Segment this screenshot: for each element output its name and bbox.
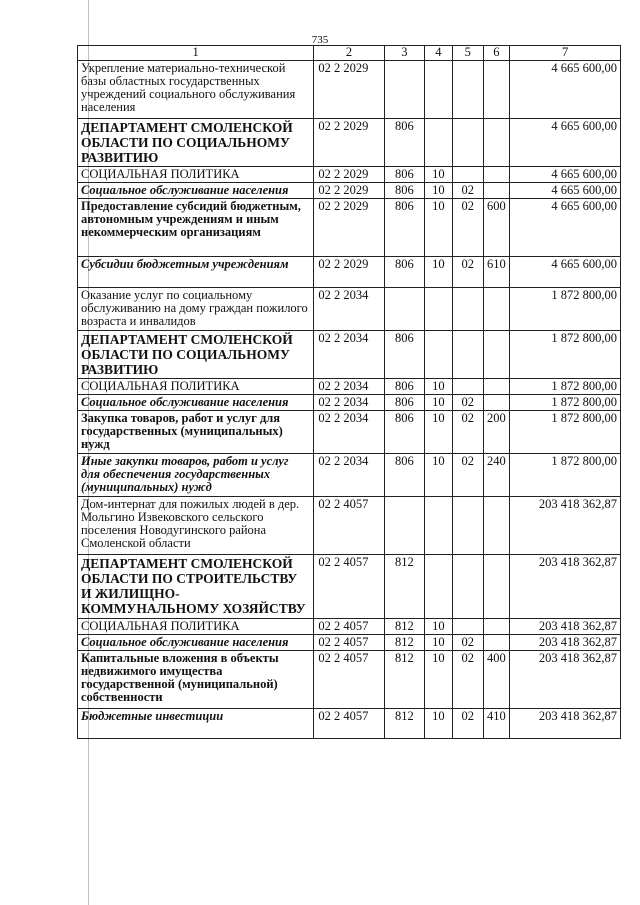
amount-cell: 203 418 362,87 bbox=[510, 709, 621, 739]
subsection-cell: 02 bbox=[452, 635, 483, 651]
target-code-cell: 02 2 2029 bbox=[314, 183, 384, 199]
row-name-cell: Иные закупки товаров, работ и услуг для обеспечения государственных (муниципальных) нужд bbox=[78, 454, 314, 497]
department-code-cell: 806 bbox=[384, 331, 424, 379]
department-code-cell: 806 bbox=[384, 454, 424, 497]
table-row bbox=[78, 288, 621, 331]
table-row bbox=[78, 709, 621, 739]
table-body bbox=[78, 61, 621, 739]
section-cell bbox=[425, 288, 453, 331]
amount-cell: 4 665 600,00 bbox=[510, 167, 621, 183]
subsection-cell: 02 bbox=[452, 257, 483, 288]
department-code-cell: 806 bbox=[384, 379, 424, 395]
section-cell: 10 bbox=[425, 619, 453, 635]
expense-type-cell bbox=[483, 183, 510, 199]
table-row bbox=[78, 497, 621, 555]
target-code-cell: 02 2 2029 bbox=[314, 167, 384, 183]
target-code-cell: 02 2 2029 bbox=[314, 257, 384, 288]
expense-type-cell bbox=[483, 555, 510, 619]
column-header-target-code: 2 bbox=[314, 46, 384, 61]
amount-cell: 4 665 600,00 bbox=[510, 199, 621, 257]
row-name-cell: Закупка товаров, работ и услуг для государственных (муниципальных) нужд bbox=[78, 411, 314, 454]
target-code-cell: 02 2 2034 bbox=[314, 331, 384, 379]
target-code-cell: 02 2 4057 bbox=[314, 635, 384, 651]
subsection-cell bbox=[452, 288, 483, 331]
column-header-subsection: 5 bbox=[452, 46, 483, 61]
row-name-cell: Социальное обслуживание населения bbox=[78, 183, 314, 199]
amount-cell: 4 665 600,00 bbox=[510, 257, 621, 288]
subsection-cell: 02 bbox=[452, 651, 483, 709]
expense-type-cell bbox=[483, 635, 510, 651]
section-cell: 10 bbox=[425, 379, 453, 395]
section-cell bbox=[425, 497, 453, 555]
row-name-cell: ДЕПАРТАМЕНТ СМОЛЕНСКОЙ ОБЛАСТИ ПО СОЦИАЛЬНОМУ РАЗВИТИЮ bbox=[78, 331, 314, 379]
department-code-cell: 806 bbox=[384, 257, 424, 288]
amount-cell: 203 418 362,87 bbox=[510, 555, 621, 619]
row-name-cell: Бюджетные инвестиции bbox=[78, 709, 314, 739]
amount-cell: 1 872 800,00 bbox=[510, 331, 621, 379]
section-cell bbox=[425, 61, 453, 119]
department-code-cell bbox=[384, 288, 424, 331]
department-code-cell: 806 bbox=[384, 395, 424, 411]
department-code-cell: 806 bbox=[384, 167, 424, 183]
subsection-cell bbox=[452, 379, 483, 395]
row-name-cell: Капитальные вложения в объекты недвижимого имущества государственной (муниципальной) собственности bbox=[78, 651, 314, 709]
row-name-cell: Укрепление материально-технической базы областных государственных учреждений социального обслуживания населения bbox=[78, 61, 314, 119]
table-row bbox=[78, 635, 621, 651]
expense-type-cell: 410 bbox=[483, 709, 510, 739]
subsection-cell: 02 bbox=[452, 199, 483, 257]
expense-type-cell: 610 bbox=[483, 257, 510, 288]
column-header-name: 1 bbox=[78, 46, 314, 61]
target-code-cell: 02 2 2034 bbox=[314, 395, 384, 411]
table-row bbox=[78, 61, 621, 119]
department-code-cell: 812 bbox=[384, 709, 424, 739]
target-code-cell: 02 2 2029 bbox=[314, 61, 384, 119]
section-cell: 10 bbox=[425, 395, 453, 411]
amount-cell: 1 872 800,00 bbox=[510, 288, 621, 331]
amount-cell: 4 665 600,00 bbox=[510, 183, 621, 199]
section-cell bbox=[425, 119, 453, 167]
section-cell bbox=[425, 555, 453, 619]
page-number: 735 bbox=[311, 34, 329, 46]
section-cell: 10 bbox=[425, 709, 453, 739]
table-row bbox=[78, 183, 621, 199]
row-name-cell: Социальное обслуживание населения bbox=[78, 395, 314, 411]
target-code-cell: 02 2 2034 bbox=[314, 379, 384, 395]
target-code-cell: 02 2 2034 bbox=[314, 288, 384, 331]
expense-type-cell bbox=[483, 288, 510, 331]
department-code-cell: 806 bbox=[384, 199, 424, 257]
target-code-cell: 02 2 4057 bbox=[314, 497, 384, 555]
amount-cell: 1 872 800,00 bbox=[510, 454, 621, 497]
row-name-cell: СОЦИАЛЬНАЯ ПОЛИТИКА bbox=[78, 619, 314, 635]
row-name-cell: Дом-интернат для пожилых людей в дер. Мольгино Извековского сельского поселения Новодугинского района Смоленской области bbox=[78, 497, 314, 555]
department-code-cell: 806 bbox=[384, 119, 424, 167]
amount-cell: 4 665 600,00 bbox=[510, 119, 621, 167]
expense-type-cell: 240 bbox=[483, 454, 510, 497]
header-row bbox=[78, 46, 621, 61]
column-header-expense-type: 6 bbox=[483, 46, 510, 61]
table-header bbox=[78, 46, 621, 61]
table-row bbox=[78, 651, 621, 709]
target-code-cell: 02 2 4057 bbox=[314, 709, 384, 739]
row-name-cell: Оказание услуг по социальному обслуживанию на дому граждан пожилого возраста и инвалидов bbox=[78, 288, 314, 331]
target-code-cell: 02 2 2034 bbox=[314, 454, 384, 497]
row-name-cell: ДЕПАРТАМЕНТ СМОЛЕНСКОЙ ОБЛАСТИ ПО СТРОИТЕЛЬСТВУ И ЖИЛИЩНО-КОММУНАЛЬНОМУ ХОЗЯЙСТВУ bbox=[78, 555, 314, 619]
expense-type-cell: 200 bbox=[483, 411, 510, 454]
subsection-cell: 02 bbox=[452, 395, 483, 411]
section-cell: 10 bbox=[425, 257, 453, 288]
table-row bbox=[78, 379, 621, 395]
table-row bbox=[78, 257, 621, 288]
subsection-cell bbox=[452, 555, 483, 619]
section-cell: 10 bbox=[425, 635, 453, 651]
table-row bbox=[78, 331, 621, 379]
amount-cell: 1 872 800,00 bbox=[510, 395, 621, 411]
subsection-cell bbox=[452, 61, 483, 119]
subsection-cell bbox=[452, 331, 483, 379]
amount-cell: 203 418 362,87 bbox=[510, 651, 621, 709]
target-code-cell: 02 2 2029 bbox=[314, 199, 384, 257]
subsection-cell bbox=[452, 167, 483, 183]
expense-type-cell bbox=[483, 619, 510, 635]
column-header-section: 4 bbox=[425, 46, 453, 61]
section-cell: 10 bbox=[425, 411, 453, 454]
department-code-cell: 812 bbox=[384, 555, 424, 619]
department-code-cell: 812 bbox=[384, 651, 424, 709]
row-name-cell: СОЦИАЛЬНАЯ ПОЛИТИКА bbox=[78, 379, 314, 395]
budget-table bbox=[77, 45, 621, 739]
expense-type-cell bbox=[483, 119, 510, 167]
target-code-cell: 02 2 4057 bbox=[314, 555, 384, 619]
table-row bbox=[78, 395, 621, 411]
expense-type-cell bbox=[483, 379, 510, 395]
row-name-cell: Предоставление субсидий бюджетным, автономным учреждениям и иным некоммерческим организациям bbox=[78, 199, 314, 257]
expense-type-cell bbox=[483, 331, 510, 379]
table-row bbox=[78, 619, 621, 635]
subsection-cell bbox=[452, 497, 483, 555]
amount-cell: 1 872 800,00 bbox=[510, 379, 621, 395]
amount-cell: 203 418 362,87 bbox=[510, 619, 621, 635]
expense-type-cell bbox=[483, 497, 510, 555]
section-cell bbox=[425, 331, 453, 379]
section-cell: 10 bbox=[425, 651, 453, 709]
table-row bbox=[78, 454, 621, 497]
target-code-cell: 02 2 2029 bbox=[314, 119, 384, 167]
row-name-cell: ДЕПАРТАМЕНТ СМОЛЕНСКОЙ ОБЛАСТИ ПО СОЦИАЛЬНОМУ РАЗВИТИЮ bbox=[78, 119, 314, 167]
expense-type-cell: 600 bbox=[483, 199, 510, 257]
department-code-cell: 806 bbox=[384, 183, 424, 199]
expense-type-cell bbox=[483, 61, 510, 119]
expense-type-cell bbox=[483, 167, 510, 183]
target-code-cell: 02 2 4057 bbox=[314, 651, 384, 709]
subsection-cell bbox=[452, 119, 483, 167]
section-cell: 10 bbox=[425, 183, 453, 199]
subsection-cell bbox=[452, 619, 483, 635]
department-code-cell: 812 bbox=[384, 619, 424, 635]
expense-type-cell: 400 bbox=[483, 651, 510, 709]
subsection-cell: 02 bbox=[452, 183, 483, 199]
department-code-cell bbox=[384, 497, 424, 555]
amount-cell: 203 418 362,87 bbox=[510, 635, 621, 651]
expense-type-cell bbox=[483, 395, 510, 411]
column-header-department-code: 3 bbox=[384, 46, 424, 61]
column-header-amount: 7 bbox=[510, 46, 621, 61]
department-code-cell: 806 bbox=[384, 411, 424, 454]
section-cell: 10 bbox=[425, 199, 453, 257]
table-row bbox=[78, 199, 621, 257]
table-row bbox=[78, 167, 621, 183]
target-code-cell: 02 2 2034 bbox=[314, 411, 384, 454]
table-row bbox=[78, 119, 621, 167]
row-name-cell: СОЦИАЛЬНАЯ ПОЛИТИКА bbox=[78, 167, 314, 183]
subsection-cell: 02 bbox=[452, 411, 483, 454]
amount-cell: 1 872 800,00 bbox=[510, 411, 621, 454]
amount-cell: 203 418 362,87 bbox=[510, 497, 621, 555]
department-code-cell bbox=[384, 61, 424, 119]
target-code-cell: 02 2 4057 bbox=[314, 619, 384, 635]
subsection-cell: 02 bbox=[452, 454, 483, 497]
subsection-cell: 02 bbox=[452, 709, 483, 739]
table-row bbox=[78, 555, 621, 619]
row-name-cell: Социальное обслуживание населения bbox=[78, 635, 314, 651]
table-row bbox=[78, 411, 621, 454]
amount-cell: 4 665 600,00 bbox=[510, 61, 621, 119]
row-name-cell: Субсидии бюджетным учреждениям bbox=[78, 257, 314, 288]
section-cell: 10 bbox=[425, 167, 453, 183]
section-cell: 10 bbox=[425, 454, 453, 497]
department-code-cell: 812 bbox=[384, 635, 424, 651]
